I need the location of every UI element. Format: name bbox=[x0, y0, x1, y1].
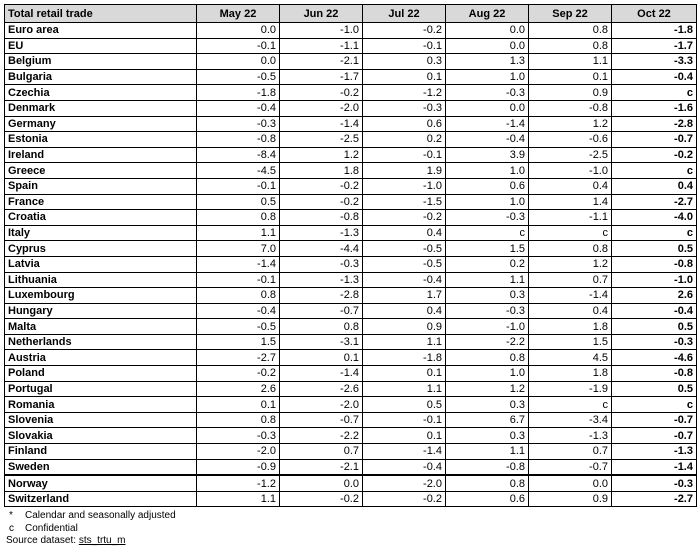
value-cell: -1.8 bbox=[612, 23, 697, 39]
value-cell: 1.8 bbox=[280, 163, 363, 179]
value-cell: -0.1 bbox=[363, 38, 446, 54]
country-cell: France bbox=[5, 194, 197, 210]
value-cell: 0.8 bbox=[446, 475, 529, 491]
value-cell: -2.7 bbox=[197, 350, 280, 366]
country-cell: Croatia bbox=[5, 210, 197, 226]
value-cell: -0.2 bbox=[280, 491, 363, 507]
value-cell: 0.1 bbox=[197, 397, 280, 413]
table-row bbox=[5, 397, 697, 413]
value-cell: 1.3 bbox=[446, 54, 529, 70]
value-cell: -1.9 bbox=[529, 381, 612, 397]
value-cell: -0.4 bbox=[612, 303, 697, 319]
value-cell: 0.2 bbox=[363, 132, 446, 148]
value-cell: 0.0 bbox=[197, 23, 280, 39]
value-cell: -2.0 bbox=[280, 100, 363, 116]
table-row bbox=[5, 241, 697, 257]
value-cell: 0.1 bbox=[363, 428, 446, 444]
value-cell: -2.2 bbox=[280, 428, 363, 444]
value-cell: -0.7 bbox=[612, 428, 697, 444]
value-cell: -1.3 bbox=[280, 272, 363, 288]
column-header: Aug 22 bbox=[446, 5, 529, 23]
table-row bbox=[5, 194, 697, 210]
value-cell: -1.5 bbox=[363, 194, 446, 210]
value-cell: 1.2 bbox=[529, 256, 612, 272]
value-cell: -0.3 bbox=[363, 100, 446, 116]
table-row bbox=[5, 459, 697, 475]
value-cell: -2.0 bbox=[363, 475, 446, 491]
value-cell: -4.4 bbox=[280, 241, 363, 257]
table-row bbox=[5, 69, 697, 85]
country-cell: Austria bbox=[5, 350, 197, 366]
value-cell: 1.2 bbox=[446, 381, 529, 397]
value-cell: c bbox=[529, 225, 612, 241]
country-cell: Latvia bbox=[5, 256, 197, 272]
value-cell: 0.8 bbox=[197, 210, 280, 226]
value-cell: -1.4 bbox=[280, 366, 363, 382]
value-cell: -1.4 bbox=[197, 256, 280, 272]
value-cell: -8.4 bbox=[197, 147, 280, 163]
value-cell: -1.4 bbox=[612, 459, 697, 475]
table-row bbox=[5, 444, 697, 460]
country-cell: Spain bbox=[5, 178, 197, 194]
value-cell: -0.4 bbox=[363, 272, 446, 288]
value-cell: -1.8 bbox=[363, 350, 446, 366]
value-cell: -2.0 bbox=[197, 444, 280, 460]
value-cell: 0.5 bbox=[612, 241, 697, 257]
value-cell: -0.4 bbox=[612, 69, 697, 85]
value-cell: -0.8 bbox=[612, 256, 697, 272]
country-cell: Finland bbox=[5, 444, 197, 460]
value-cell: -1.8 bbox=[197, 85, 280, 101]
value-cell: -1.0 bbox=[612, 272, 697, 288]
value-cell: 0.2 bbox=[446, 256, 529, 272]
value-cell: -0.3 bbox=[612, 334, 697, 350]
country-cell: Denmark bbox=[5, 100, 197, 116]
table-row bbox=[5, 163, 697, 179]
value-cell: 0.3 bbox=[446, 428, 529, 444]
table-row bbox=[5, 210, 697, 226]
header-row bbox=[5, 5, 697, 23]
value-cell: 1.1 bbox=[446, 444, 529, 460]
country-cell: Bulgaria bbox=[5, 69, 197, 85]
value-cell: 4.5 bbox=[529, 350, 612, 366]
value-cell: 1.1 bbox=[197, 491, 280, 507]
value-cell: -1.3 bbox=[280, 225, 363, 241]
value-cell: -0.8 bbox=[612, 366, 697, 382]
value-cell: -0.2 bbox=[197, 366, 280, 382]
value-cell: -2.7 bbox=[612, 491, 697, 507]
value-cell: 1.1 bbox=[529, 54, 612, 70]
value-cell: 0.8 bbox=[446, 350, 529, 366]
country-cell: Ireland bbox=[5, 147, 197, 163]
value-cell: 0.5 bbox=[197, 194, 280, 210]
country-cell: Netherlands bbox=[5, 334, 197, 350]
value-cell: -0.7 bbox=[612, 412, 697, 428]
country-cell: Germany bbox=[5, 116, 197, 132]
value-cell: 1.5 bbox=[529, 334, 612, 350]
footnote-c-symbol: c bbox=[9, 522, 14, 534]
value-cell: -0.4 bbox=[363, 459, 446, 475]
value-cell: 1.0 bbox=[446, 163, 529, 179]
country-cell: Belgium bbox=[5, 54, 197, 70]
source-dataset-link[interactable]: sts_trtu_m bbox=[78, 535, 126, 547]
value-cell: -1.0 bbox=[280, 23, 363, 39]
value-cell: 6.7 bbox=[446, 412, 529, 428]
country-cell: Portugal bbox=[5, 381, 197, 397]
value-cell: 0.8 bbox=[529, 241, 612, 257]
country-cell: Romania bbox=[5, 397, 197, 413]
value-cell: -0.2 bbox=[612, 147, 697, 163]
value-cell: 0.4 bbox=[529, 303, 612, 319]
table-row bbox=[5, 178, 697, 194]
value-cell: 1.1 bbox=[363, 381, 446, 397]
value-cell: 0.7 bbox=[529, 444, 612, 460]
table-row bbox=[5, 100, 697, 116]
value-cell: -0.2 bbox=[363, 491, 446, 507]
value-cell: 0.8 bbox=[197, 412, 280, 428]
value-cell: -0.2 bbox=[280, 194, 363, 210]
value-cell: c bbox=[612, 85, 697, 101]
table-body bbox=[5, 23, 697, 507]
value-cell: -0.1 bbox=[363, 147, 446, 163]
value-cell: -0.5 bbox=[363, 241, 446, 257]
value-cell: -0.3 bbox=[280, 256, 363, 272]
source-line bbox=[6, 535, 696, 548]
value-cell: -3.4 bbox=[529, 412, 612, 428]
country-cell: EU bbox=[5, 38, 197, 54]
country-cell: Czechia bbox=[5, 85, 197, 101]
value-cell: -1.2 bbox=[197, 475, 280, 491]
value-cell: -0.4 bbox=[446, 132, 529, 148]
value-cell: -0.4 bbox=[197, 303, 280, 319]
column-header: Jun 22 bbox=[280, 5, 363, 23]
value-cell: 0.4 bbox=[363, 303, 446, 319]
value-cell: 0.0 bbox=[280, 475, 363, 491]
value-cell: -1.0 bbox=[446, 319, 529, 335]
source-prefix: Source dataset: bbox=[6, 535, 79, 547]
value-cell: -1.4 bbox=[446, 116, 529, 132]
table-row bbox=[5, 412, 697, 428]
country-cell: Hungary bbox=[5, 303, 197, 319]
value-cell: 1.8 bbox=[529, 366, 612, 382]
value-cell: -4.6 bbox=[612, 350, 697, 366]
country-cell: Lithuania bbox=[5, 272, 197, 288]
table-row bbox=[5, 225, 697, 241]
value-cell: 0.1 bbox=[363, 366, 446, 382]
country-cell: Poland bbox=[5, 366, 197, 382]
footnote-star-symbol: * bbox=[9, 510, 13, 522]
value-cell: -0.5 bbox=[197, 69, 280, 85]
footnote-c-text: Confidential bbox=[25, 522, 78, 534]
value-cell: -0.2 bbox=[280, 85, 363, 101]
corner-label: Total retail trade bbox=[5, 5, 197, 23]
value-cell: -0.8 bbox=[529, 100, 612, 116]
value-cell: -0.5 bbox=[197, 319, 280, 335]
value-cell: 1.2 bbox=[280, 147, 363, 163]
value-cell: -1.4 bbox=[529, 288, 612, 304]
value-cell: 0.1 bbox=[529, 69, 612, 85]
value-cell: -2.0 bbox=[280, 397, 363, 413]
table-row bbox=[5, 54, 697, 70]
value-cell: 1.5 bbox=[197, 334, 280, 350]
country-cell: Euro area bbox=[5, 23, 197, 39]
value-cell: 0.6 bbox=[446, 178, 529, 194]
footnotes bbox=[4, 510, 696, 548]
country-cell: Switzerland bbox=[5, 491, 197, 507]
value-cell: c bbox=[529, 397, 612, 413]
value-cell: 2.6 bbox=[197, 381, 280, 397]
value-cell: -4.5 bbox=[197, 163, 280, 179]
value-cell: -1.4 bbox=[363, 444, 446, 460]
column-header: Jul 22 bbox=[363, 5, 446, 23]
value-cell: -0.3 bbox=[446, 85, 529, 101]
value-cell: 1.0 bbox=[446, 194, 529, 210]
retail-trade-table bbox=[4, 4, 697, 507]
value-cell: 1.5 bbox=[446, 241, 529, 257]
value-cell: 0.1 bbox=[363, 69, 446, 85]
value-cell: -2.7 bbox=[612, 194, 697, 210]
value-cell: -0.7 bbox=[280, 303, 363, 319]
value-cell: -2.6 bbox=[280, 381, 363, 397]
country-cell: Slovenia bbox=[5, 412, 197, 428]
country-cell: Norway bbox=[5, 475, 197, 491]
table-row bbox=[5, 428, 697, 444]
value-cell: 0.4 bbox=[529, 178, 612, 194]
column-header: May 22 bbox=[197, 5, 280, 23]
value-cell: -1.0 bbox=[529, 163, 612, 179]
value-cell: -0.1 bbox=[197, 178, 280, 194]
value-cell: -0.8 bbox=[197, 132, 280, 148]
table-row bbox=[5, 303, 697, 319]
value-cell: 0.0 bbox=[446, 100, 529, 116]
value-cell: -0.7 bbox=[280, 412, 363, 428]
value-cell: -1.4 bbox=[280, 116, 363, 132]
table-row bbox=[5, 491, 697, 507]
value-cell: -0.3 bbox=[446, 210, 529, 226]
table-row bbox=[5, 256, 697, 272]
value-cell: -0.1 bbox=[197, 38, 280, 54]
value-cell: -2.2 bbox=[446, 334, 529, 350]
country-cell: Sweden bbox=[5, 459, 197, 475]
value-cell: -3.1 bbox=[280, 334, 363, 350]
table-row bbox=[5, 381, 697, 397]
value-cell: -2.1 bbox=[280, 54, 363, 70]
country-cell: Luxembourg bbox=[5, 288, 197, 304]
value-cell: -0.2 bbox=[280, 178, 363, 194]
value-cell: -2.8 bbox=[280, 288, 363, 304]
value-cell: c bbox=[612, 225, 697, 241]
value-cell: 0.8 bbox=[529, 23, 612, 39]
value-cell: -0.6 bbox=[529, 132, 612, 148]
value-cell: -1.2 bbox=[363, 85, 446, 101]
table-row bbox=[5, 38, 697, 54]
value-cell: -0.8 bbox=[446, 459, 529, 475]
value-cell: 1.1 bbox=[363, 334, 446, 350]
column-header: Sep 22 bbox=[529, 5, 612, 23]
value-cell: -2.5 bbox=[280, 132, 363, 148]
value-cell: c bbox=[612, 397, 697, 413]
value-cell: 0.3 bbox=[446, 397, 529, 413]
value-cell: -0.9 bbox=[197, 459, 280, 475]
value-cell: 1.1 bbox=[197, 225, 280, 241]
table-row bbox=[5, 132, 697, 148]
value-cell: -0.3 bbox=[612, 475, 697, 491]
value-cell: -0.3 bbox=[446, 303, 529, 319]
table-row bbox=[5, 147, 697, 163]
value-cell: c bbox=[446, 225, 529, 241]
value-cell: -0.1 bbox=[197, 272, 280, 288]
table-row bbox=[5, 85, 697, 101]
value-cell: 0.6 bbox=[446, 491, 529, 507]
value-cell: 0.6 bbox=[363, 116, 446, 132]
value-cell: -1.7 bbox=[280, 69, 363, 85]
country-cell: Italy bbox=[5, 225, 197, 241]
value-cell: 0.1 bbox=[280, 350, 363, 366]
table-row bbox=[5, 272, 697, 288]
value-cell: -1.7 bbox=[612, 38, 697, 54]
value-cell: 0.8 bbox=[529, 38, 612, 54]
value-cell: -0.8 bbox=[280, 210, 363, 226]
table-row bbox=[5, 288, 697, 304]
table-row bbox=[5, 116, 697, 132]
value-cell: -0.1 bbox=[363, 412, 446, 428]
value-cell: 0.3 bbox=[446, 288, 529, 304]
value-cell: 0.9 bbox=[529, 491, 612, 507]
value-cell: -1.1 bbox=[529, 210, 612, 226]
value-cell: 1.2 bbox=[529, 116, 612, 132]
value-cell: 1.7 bbox=[363, 288, 446, 304]
footnote-confidential bbox=[6, 523, 696, 536]
value-cell: 1.4 bbox=[529, 194, 612, 210]
table-row bbox=[5, 366, 697, 382]
value-cell: -4.0 bbox=[612, 210, 697, 226]
country-cell: Greece bbox=[5, 163, 197, 179]
value-cell: 0.7 bbox=[280, 444, 363, 460]
value-cell: -1.1 bbox=[280, 38, 363, 54]
footnote-star-text: Calendar and seasonally adjusted bbox=[25, 510, 176, 522]
value-cell: -0.7 bbox=[612, 132, 697, 148]
value-cell: -2.1 bbox=[280, 459, 363, 475]
table-row bbox=[5, 319, 697, 335]
value-cell: 0.5 bbox=[612, 319, 697, 335]
retail-trade-document bbox=[4, 4, 696, 548]
value-cell: -1.3 bbox=[529, 428, 612, 444]
value-cell: -2.8 bbox=[612, 116, 697, 132]
table-row bbox=[5, 475, 697, 491]
value-cell: -1.0 bbox=[363, 178, 446, 194]
country-cell: Malta bbox=[5, 319, 197, 335]
value-cell: 0.8 bbox=[280, 319, 363, 335]
value-cell: 0.0 bbox=[529, 475, 612, 491]
value-cell: 0.9 bbox=[529, 85, 612, 101]
value-cell: 0.5 bbox=[363, 397, 446, 413]
value-cell: -1.3 bbox=[612, 444, 697, 460]
country-cell: Cyprus bbox=[5, 241, 197, 257]
value-cell: -0.2 bbox=[363, 23, 446, 39]
value-cell: 0.7 bbox=[529, 272, 612, 288]
value-cell: c bbox=[612, 163, 697, 179]
country-cell: Slovakia bbox=[5, 428, 197, 444]
value-cell: 7.0 bbox=[197, 241, 280, 257]
value-cell: 3.9 bbox=[446, 147, 529, 163]
value-cell: -0.5 bbox=[363, 256, 446, 272]
value-cell: 2.6 bbox=[612, 288, 697, 304]
value-cell: 0.8 bbox=[197, 288, 280, 304]
value-cell: -0.4 bbox=[197, 100, 280, 116]
country-cell: Estonia bbox=[5, 132, 197, 148]
value-cell: 1.9 bbox=[363, 163, 446, 179]
value-cell: -0.3 bbox=[197, 428, 280, 444]
value-cell: -0.2 bbox=[363, 210, 446, 226]
column-header: Oct 22 bbox=[612, 5, 697, 23]
table-row bbox=[5, 23, 697, 39]
value-cell: 1.0 bbox=[446, 366, 529, 382]
value-cell: -0.7 bbox=[529, 459, 612, 475]
value-cell: 0.5 bbox=[612, 381, 697, 397]
value-cell: 0.9 bbox=[363, 319, 446, 335]
value-cell: 1.8 bbox=[529, 319, 612, 335]
value-cell: 0.3 bbox=[363, 54, 446, 70]
value-cell: -2.5 bbox=[529, 147, 612, 163]
table-row bbox=[5, 350, 697, 366]
footnote-adjusted bbox=[6, 510, 696, 523]
value-cell: 0.0 bbox=[446, 23, 529, 39]
table-row bbox=[5, 334, 697, 350]
value-cell: -1.6 bbox=[612, 100, 697, 116]
value-cell: 0.4 bbox=[612, 178, 697, 194]
value-cell: 1.0 bbox=[446, 69, 529, 85]
value-cell: 0.4 bbox=[363, 225, 446, 241]
value-cell: 0.0 bbox=[446, 38, 529, 54]
value-cell: -3.3 bbox=[612, 54, 697, 70]
value-cell: -0.3 bbox=[197, 116, 280, 132]
value-cell: 0.0 bbox=[197, 54, 280, 70]
value-cell: 1.1 bbox=[446, 272, 529, 288]
